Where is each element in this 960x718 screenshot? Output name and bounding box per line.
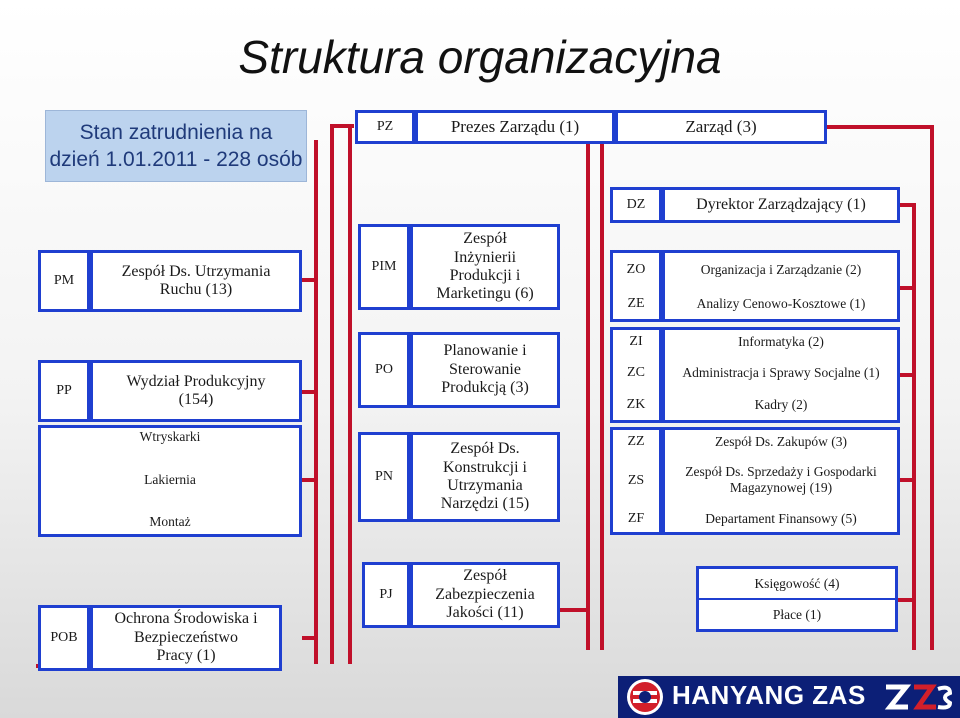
employment-line-2: dzień 1.01.2011 - 228 osób (49, 148, 303, 171)
po-code-box: PO (358, 332, 410, 408)
zo-code: ZO (626, 261, 646, 277)
connector-pz-dz (826, 125, 934, 129)
connector-zz-zf-stub (900, 478, 912, 482)
zi-code: ZI (629, 333, 643, 349)
zf-label: Departament Finansowy (5) (705, 511, 857, 527)
dz-box: Dyrektor Zarządzający (1) (662, 187, 900, 223)
hanyang-emblem-icon (625, 677, 665, 717)
pn-box: Zespół Ds. Konstrukcji i Utrzymania Narzędzi (15) (410, 432, 560, 522)
zas-mark-icon (880, 681, 956, 713)
wtryskarki-label: Wtryskarki (139, 429, 201, 445)
zo-label: Organizacja i Zarządzanie (2) (700, 262, 862, 278)
pz-code-box: PZ (355, 110, 415, 144)
ze-code: ZE (627, 295, 645, 311)
po-box: Planowanie i Sterowanie Produkcją (3) (410, 332, 560, 408)
connector-middle-vertical-2 (600, 140, 604, 650)
connector-sub-stub (302, 478, 314, 482)
pim-code-box: PIM (358, 224, 410, 310)
connector-dz-stub (900, 203, 916, 207)
connector-right-vertical-2 (912, 205, 916, 650)
logo-text: HANYANG ZAS (672, 680, 866, 710)
connector-fin-stub (898, 598, 912, 602)
employment-status-box (45, 110, 307, 182)
connector-left-vertical-1 (330, 124, 334, 664)
ksiegowosc-label: Księgowość (4) (754, 576, 840, 592)
dz-code-box: DZ (610, 187, 662, 223)
zk-label: Kadry (2) (754, 397, 808, 413)
pp-box: Wydział Produkcyjny (154) (90, 360, 302, 422)
zc-label: Administracja i Sprawy Socjalne (1) (682, 365, 880, 381)
zc-code: ZC (627, 364, 645, 380)
zf-code: ZF (627, 510, 645, 526)
pob-code-box: POB (38, 605, 90, 671)
employment-line-1: Stan zatrudnienia na (79, 120, 273, 144)
connector-left-vertical-2 (314, 140, 318, 664)
zs-label: Zespół Ds. Sprzedaży i Gospodarki Magazynowej (19) (685, 464, 877, 495)
pm-box: Zespół Ds. Utrzymania Ruchu (13) (90, 250, 302, 312)
zi-label: Informatyka (2) (738, 334, 824, 350)
connector-pob-stub (302, 636, 314, 640)
pm-code-box: PM (38, 250, 90, 312)
zz-label: Zespół Ds. Zakupów (3) (715, 434, 847, 450)
page-title: Struktura organizacyjna (238, 31, 722, 83)
pj-box: Zespół Zabezpieczenia Jakości (11) (410, 562, 560, 628)
lakiernia-label: Lakiernia (144, 472, 196, 488)
connector-right-vertical (930, 125, 934, 650)
pob-box: Ochrona Środowiska i Bezpieczeństwo Pracy (1) (90, 605, 282, 671)
ze-label: Analizy Cenowo-Kosztowe (1) (696, 296, 866, 312)
connector-pj-right (560, 608, 586, 612)
connector-zo-ze-stub (900, 286, 912, 290)
prezes-box: Prezes Zarządu (1) (415, 110, 615, 144)
zk-code: ZK (626, 396, 646, 412)
connector-pp-stub (302, 390, 314, 394)
zz-code: ZZ (627, 433, 645, 449)
connector-zi-zk-stub (900, 373, 912, 377)
place-label: Płace (1) (772, 607, 822, 623)
pn-code-box: PN (358, 432, 410, 522)
pp-code-box: PP (38, 360, 90, 422)
connector-pm-stub (302, 278, 314, 282)
montaz-label: Montaż (149, 514, 191, 530)
pj-code-box: PJ (362, 562, 410, 628)
zs-code: ZS (627, 472, 645, 488)
connector-middle-vertical (586, 140, 590, 650)
finance-divider (699, 598, 895, 600)
pim-box: Zespół Inżynierii Produkcji i Marketingu (6) (410, 224, 560, 310)
connector-left-vertical-3 (348, 124, 352, 664)
zarzad-box: Zarząd (3) (615, 110, 827, 144)
